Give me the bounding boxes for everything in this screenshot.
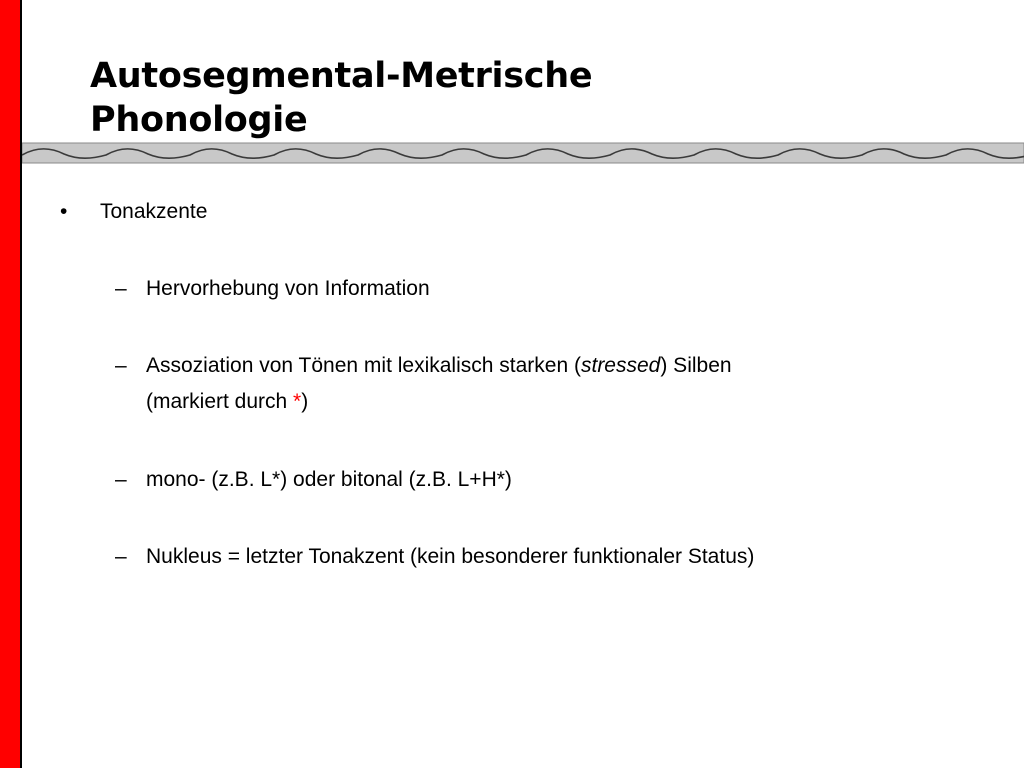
bullet-tonakzente: Tonakzente [100,200,208,223]
assoziation-text: Assoziation von Tönen mit lexikalisch starken ( [146,354,581,377]
silben-text: ) Silben [660,354,732,377]
markiert-text: (markiert durch [146,390,294,413]
title-line-2: Phonologie [90,100,308,140]
subitem-hervorhebung: Hervorhebung von Information [146,277,430,300]
sub-marker: – [115,277,127,300]
sub-marker: – [115,468,127,491]
subitem-assoziation-line-1 [146,348,732,384]
subitem-mono-bitonal: mono- (z.B. L*) oder bitonal (z.B. L+H*) [146,468,512,491]
bullet-marker: • [60,200,68,223]
subitem-nukleus: Nukleus = letzter Tonakzent (kein besonderer funktionaler Status) [146,545,755,568]
asterisk-mark: * [293,390,302,413]
stressed-term: stressed [580,354,661,377]
closing-paren: ) [301,390,309,413]
sub-marker: – [115,545,127,568]
subitem-assoziation-line-2 [146,384,308,420]
sub-marker: – [115,354,127,377]
title-line-1: Autosegmental-Metrische [90,56,593,96]
